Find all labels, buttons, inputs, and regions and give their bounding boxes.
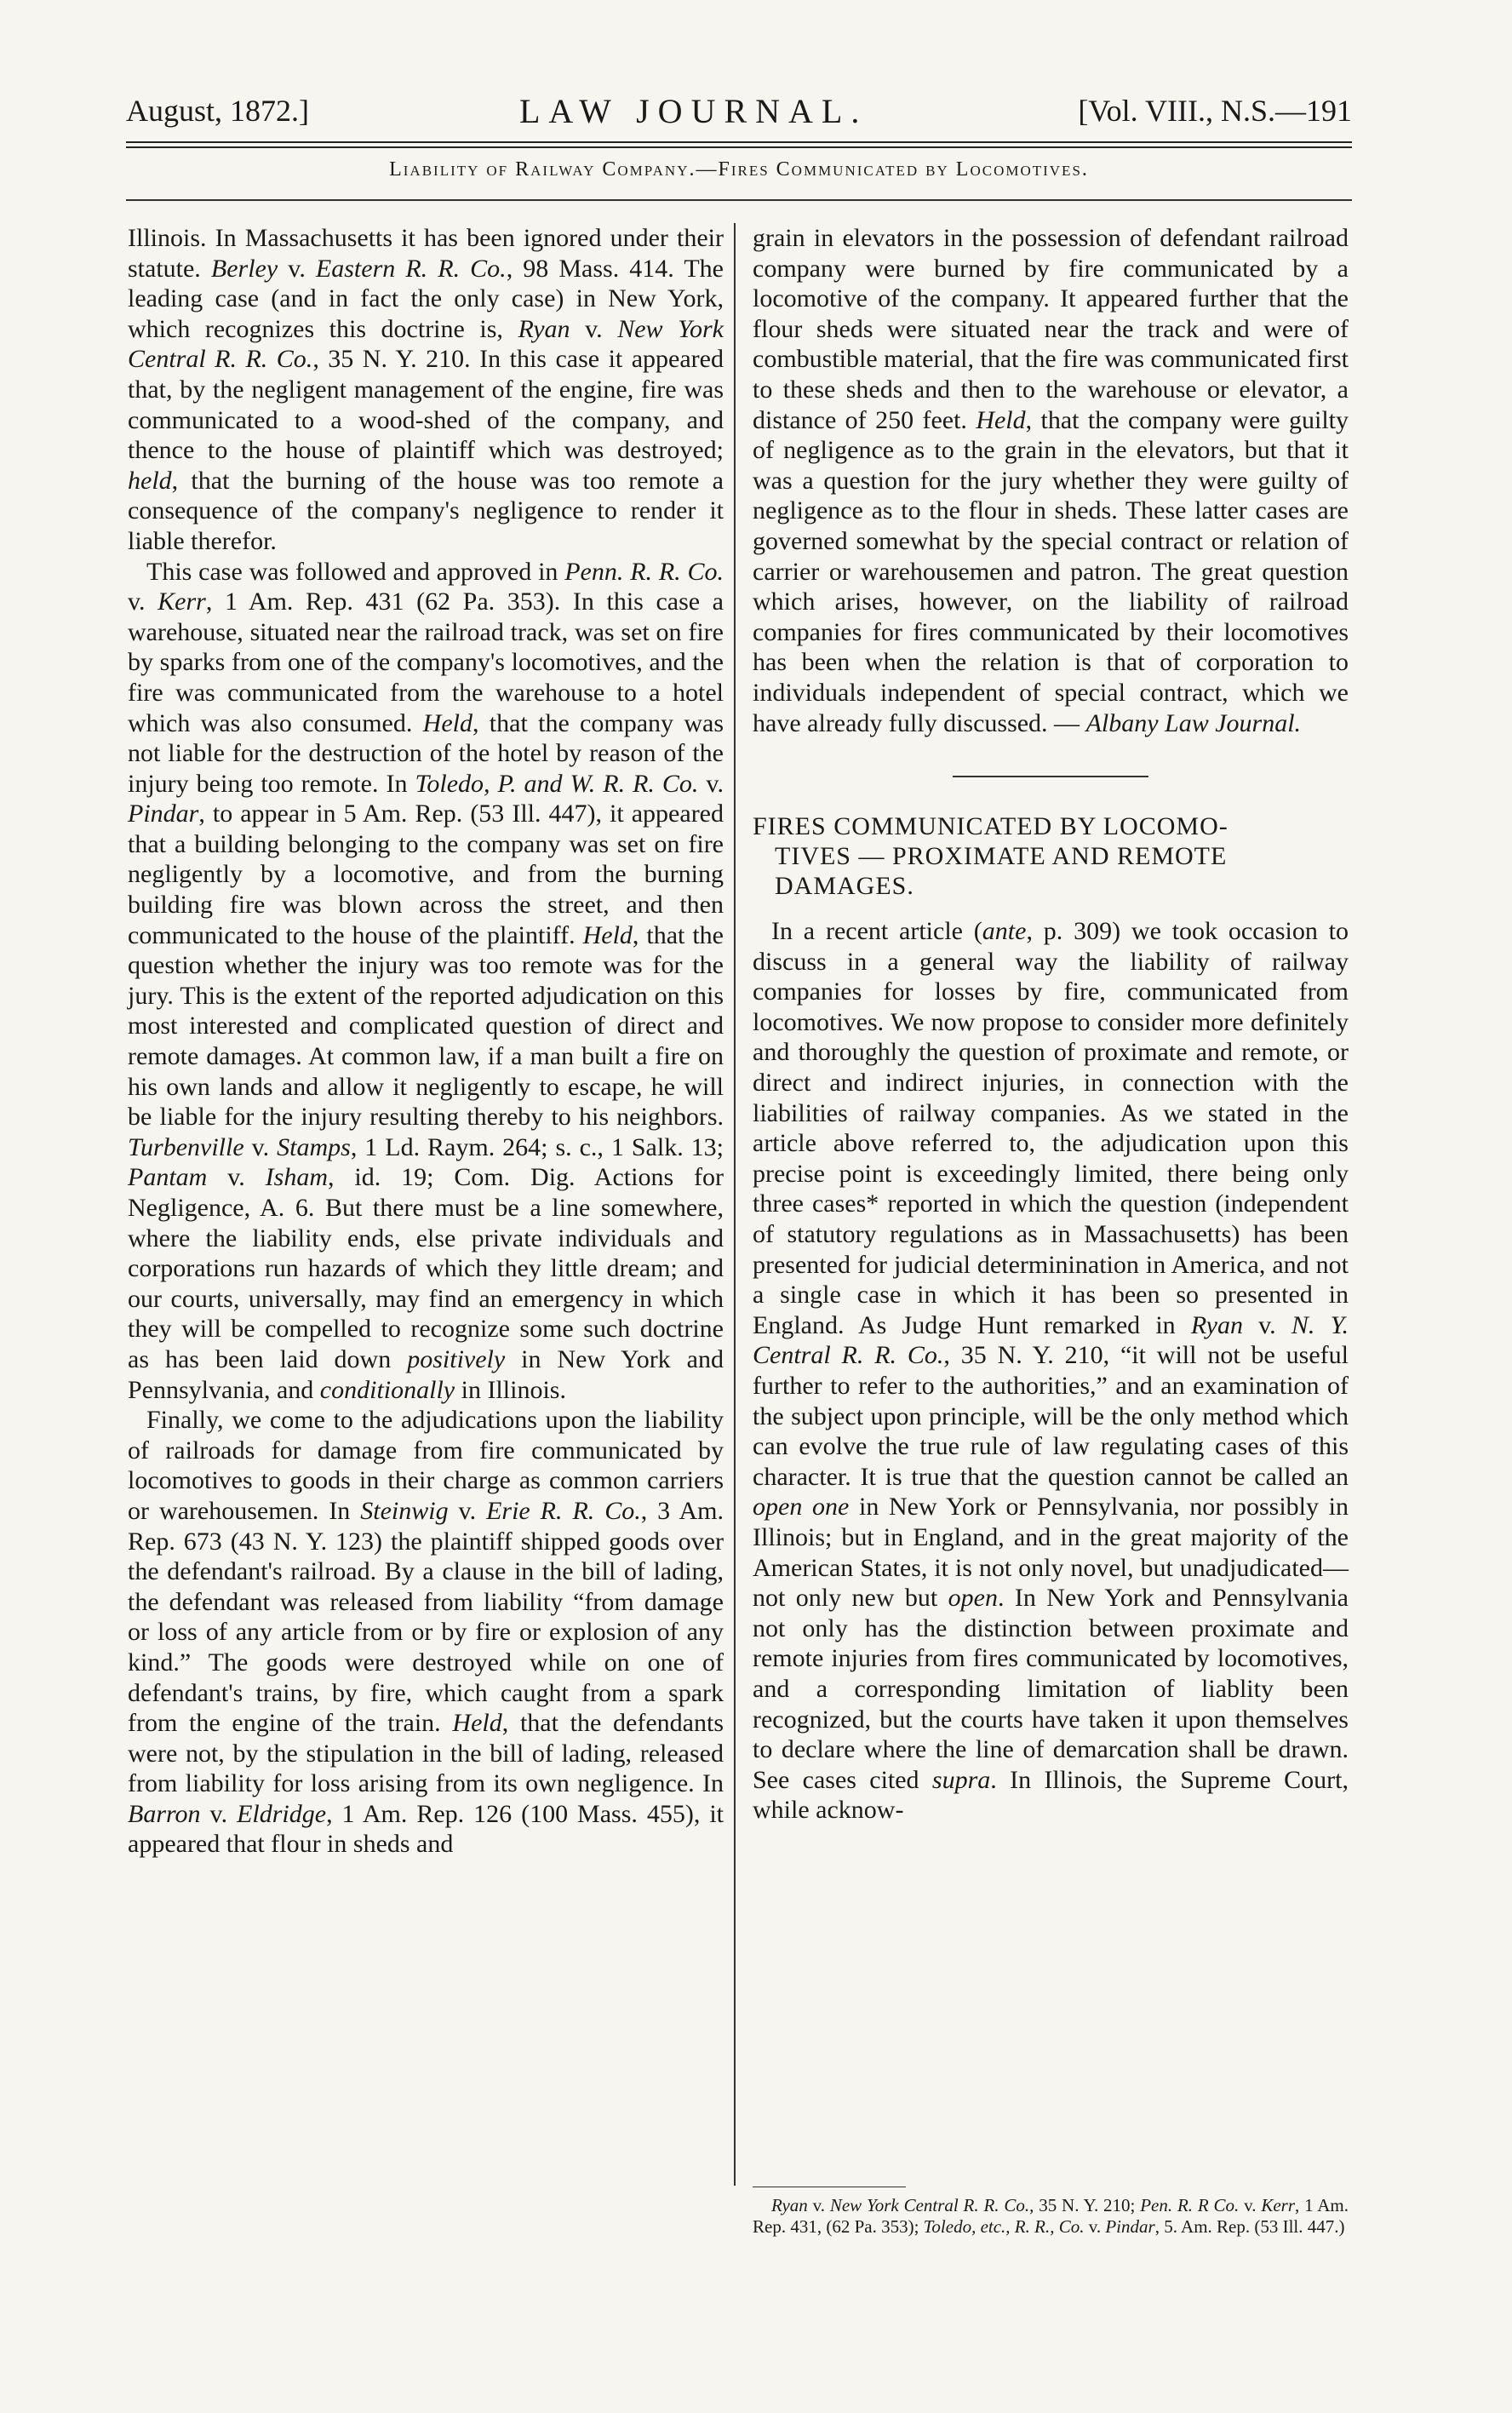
header-date: August, 1872.]: [126, 94, 309, 128]
paragraph: Illinois. In Massachusetts it has been ignored under their statute. Berley v. Eastern R. R. Co., 98 Mass. 414. The leading case (and in fact the only case) in New York, which recognizes this doctrine is, Ryan v. New York Central R. R. Co., 35 N. Y. 210. In this case it appeared that, by the negligent management of the engine, fire was communicated to a wood-shed of the company, and thence to the house of plaintiff which was destroyed; held, that the burning of the house was too remote a consequence of the company's negligence to render it liable therefor.: [128, 224, 724, 555]
article-heading-line: TIVES — PROXIMATE AND REMOTE: [775, 842, 1228, 871]
paragraph: grain in elevators in the possession of defendant railroad company were burned by fire communicated by a locomotive of the company. It appeared further that the flour sheds were situated near the track and were of combustible material, that the fire was communicated first to these sheds and then to the warehouse or elevator, a distance of 250 feet. Held, that the company were guilty of negligence as to the grain in the elevators, but that it was a question for the jury whether they were guilty of negligence as to the flour in sheds. These latter cases are governed somewhat by the special contract or relation of carrier or warehousemen and patron. The great question which arises, however, on the liability of railroad companies for fires communicated by their locomotives has been when the relation is that of corporation to individuals independent of special contract, which we have already fully discussed. — Albany Law Journal.: [753, 224, 1349, 737]
header-double-rule: [126, 141, 1352, 148]
footnote: Ryan v. New York Central R. R. Co., 35 N. Y. 210; Pen. R. R Co. v. Kerr, 1 Am. Rep. 431, (62 Pa. 353); Toledo, etc., R. R., Co. v. Pindar, 5. Am. Rep. (53 Ill. 447.): [753, 2195, 1349, 2237]
journal-title: LAW JOURNAL.: [518, 91, 868, 130]
paragraph: Finally, we come to the adjudications upon the liability of railroads for damage from fire communicated by locomotives to goods in their charge as common carriers or warehousemen. In Steinwig v. Erie R. R. Co., 3 Am. Rep. 673 (43 N. Y. 123) the plaintiff shipped goods over the defendant's railroad. By a clause in the bill of lading, the defendant was released from liability “from damage or loss of any article from or by fire or explosion of any kind.” The goods were destroyed while on one of defendant's trains, by fire, which caught from a spark from the engine of the train. Held, that the defendants were not, by the stipulation in the bill of lading, released from liability for loss arising from its own negligence. In Barron v. Eldridge, 1 Am. Rep. 126 (100 Mass. 455), it appeared that flour in sheds and: [128, 1406, 724, 1859]
running-title: Liability of Railway Company.—Fires Communicated by Locomotives.: [389, 158, 1089, 181]
running-title-rule: [126, 199, 1352, 201]
paragraph: This case was followed and approved in Penn. R. R. Co. v. Kerr, 1 Am. Rep. 431 (62 Pa. 353). In this case a warehouse, situated near the railroad track, was set on fire by sparks from one of the company's locomotives, and the fire was communicated from the warehouse to a hotel which was also consumed. Held, that the company was not liable for the destruction of the hotel by reason of the injury being too remote. In Toledo, P. and W. R. R. Co. v. Pindar, to appear in 5 Am. Rep. (53 Ill. 447), it appeared that a building belonging to the company was set on fire negligently by a locomotive, and from the burning building fire was blown across the street, and then communicated to the house of the plaintiff. Held, that the question whether the injury was too remote was for the jury. This is the extent of the reported adjudication on this most interested and complicated question of direct and remote damages. At common law, if a man built a fire on his own lands and allow it negligently to escape, he will be liable for the injury resulting thereby to his neighbors. Turbenville v. Stamps, 1 Ld. Raym. 264; s. c., 1 Salk. 13; Pantam v. Isham, id. 19; Com. Dig. Actions for Negligence, A. 6. But there must be a line somewhere, where the liability ends, else private individuals and corporations run hazards of which they little dream; and our courts, universally, may find an emergency in which they will be compelled to recognize some such doctrine as has been laid down positively in New York and Pennsylvania, and conditionally in Illinois.: [128, 557, 724, 1404]
column-divider: [734, 223, 736, 2186]
paragraph: In a recent article (ante, p. 309) we took occasion to discuss in a general way the liability of railway companies for losses by fire, communicated from locomotives. We now propose to consider more definitely and thoroughly the question of proximate and remote, or direct and indirect injuries, in connection with the liabilities of railway companies. As we stated in the article above referred to, the adjudication upon this precise point is exceedingly limited, there being only three cases* reported in which the question (independent of statutory regulations as in Massachusetts) has been presented for judicial determinination in America, and not a single case in which it has been so presented in England. As Judge Hunt remarked in Ryan v. N. Y. Central R. R. Co., 35 N. Y. 210, “it will not be useful further to refer to the authorities,” and an examination of the subject upon principle, will be the only method which can evolve the true rule of law regulating cases of this character. It is true that the question cannot be called an open one in New York or Pennsylvania, nor possibly in Illinois; but in England, and in the great majority of the American States, it is not only novel, but unadjudicated—not only new but open. In New York and Pennsylvania not only has the distinction between proximate and remote injuries from fires communicated by locomotives, and a corresponding limitation of liablity been recognized, but the courts have taken it upon themselves to declare where the line of demarcation shall be drawn. See cases cited supra. In Illinois, the Supreme Court, while acknow-: [753, 917, 1349, 1825]
right-column: [753, 223, 1349, 1826]
article-heading-line: DAMAGES.: [775, 872, 914, 901]
article-heading: [753, 811, 1349, 901]
section-divider: [953, 776, 1148, 777]
left-column: [128, 223, 724, 1860]
article-heading-line: FIRES COMMUNICATED BY LOCOMO-: [753, 812, 1228, 841]
page-header: [126, 85, 1352, 136]
header-volume-page: [Vol. VIII., N.S.—191: [1078, 94, 1352, 128]
